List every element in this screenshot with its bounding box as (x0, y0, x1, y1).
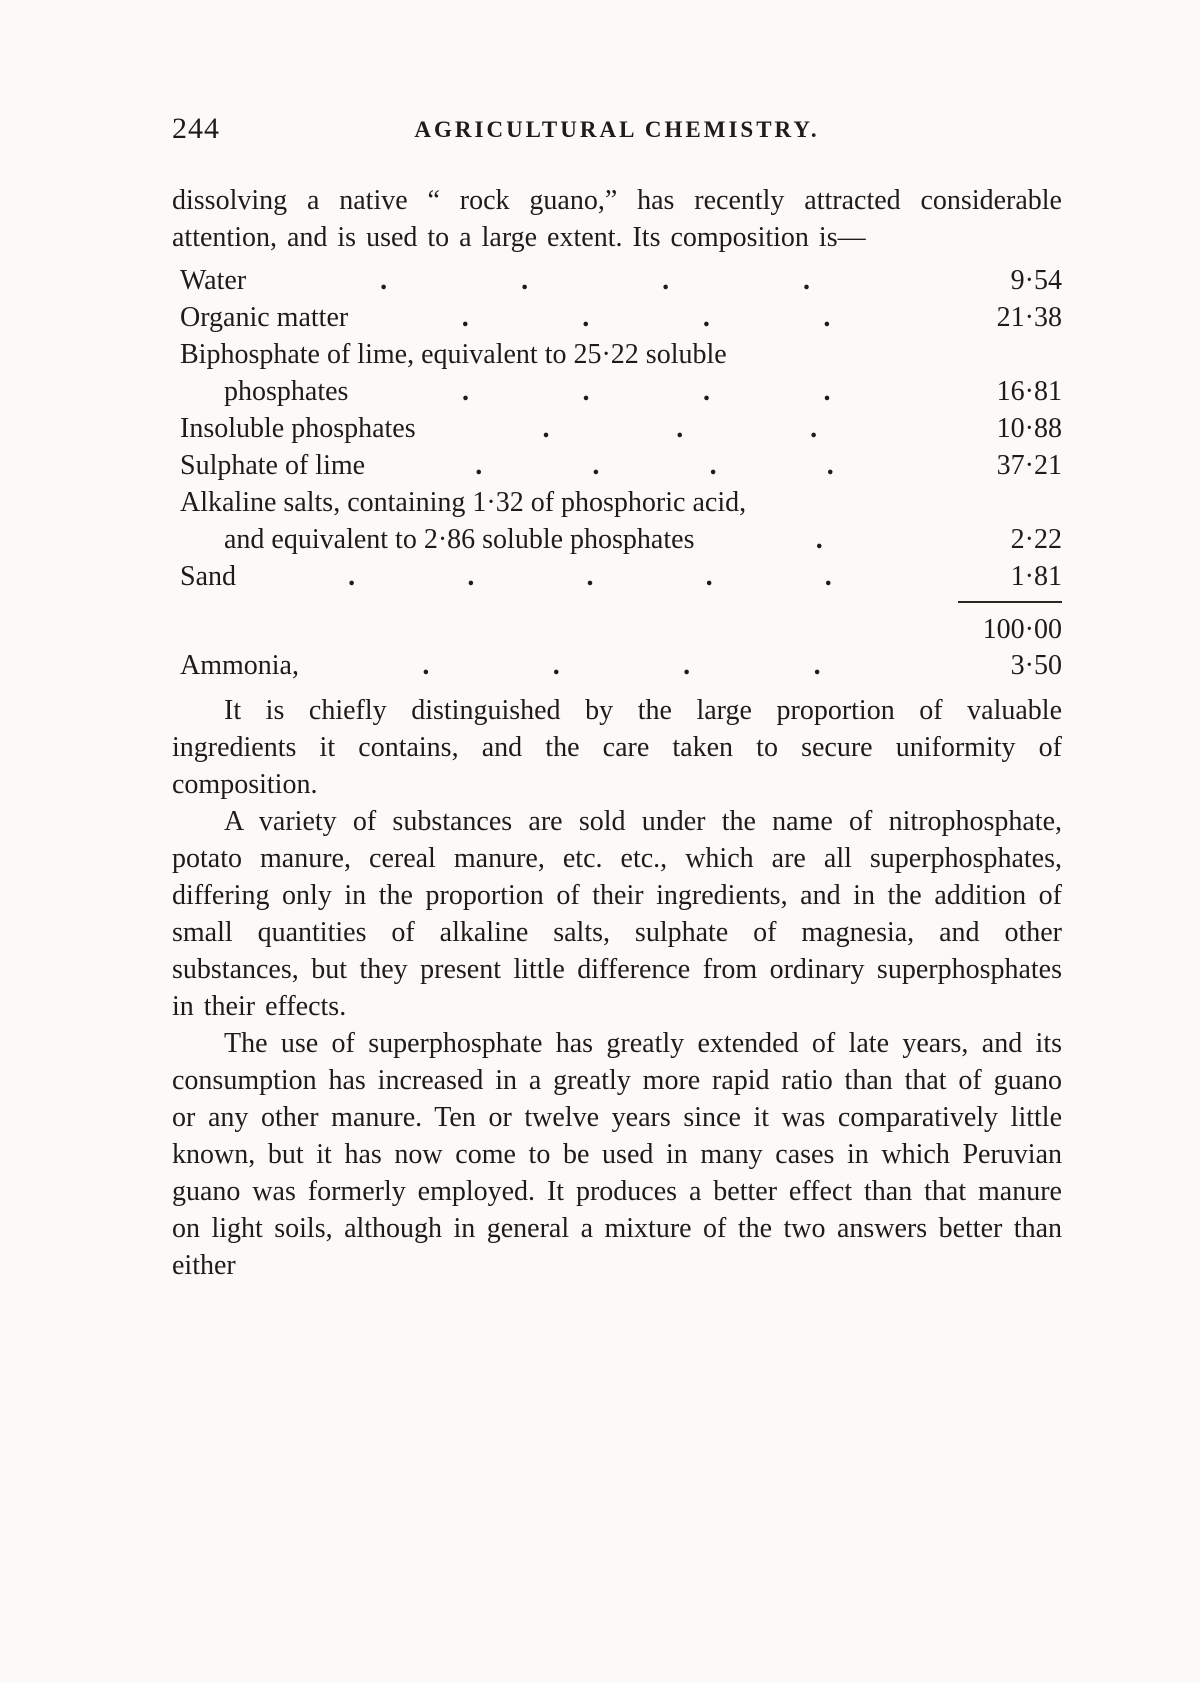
dot-leader: . . . . . (348, 561, 832, 592)
composition-value: 2·22 (1010, 524, 1062, 555)
composition-label: Sand (180, 561, 236, 592)
composition-value: 10·88 (996, 413, 1062, 444)
dot-leader: . . . (542, 413, 818, 444)
composition-label: Insoluble phosphates (180, 413, 416, 444)
composition-value: 37·21 (996, 450, 1062, 481)
composition-label: Ammonia, (180, 650, 299, 681)
body-paragraphs (172, 692, 1062, 1284)
composition-label: Alkaline salts, containing 1·32 of phosphoric acid, (180, 487, 747, 518)
composition-value: 16·81 (996, 376, 1062, 407)
composition-row (172, 410, 1062, 447)
total-value: 100·00 (982, 614, 1062, 645)
dot-leader: . . . . (380, 265, 811, 296)
dot-leader: . . . . (461, 302, 831, 333)
dot-leader: . . . . (475, 450, 834, 481)
composition-label: Organic matter (180, 302, 349, 333)
ammonia-row-container (172, 647, 1062, 684)
composition-value: 1·81 (1010, 561, 1062, 592)
composition-label: and equivalent to 2·86 soluble phosphates (224, 524, 695, 555)
composition-row (172, 262, 1062, 299)
composition-row (172, 447, 1062, 484)
composition-row (172, 373, 1062, 410)
composition-table (172, 262, 1062, 595)
paragraph: A variety of substances are sold under the name of nitrophosphate, potato manure, cereal manure, etc. etc., which are all superphosphates, differing only in the proportion of their ingredients, and in the addition of small quantities of alkaline salts, sulphate of magnesia, and other substances, but they present little difference from ordinary superphosphates in their effects. (172, 806, 1062, 1022)
page-number: 244 (172, 112, 220, 145)
composition-row (172, 558, 1062, 595)
intro-paragraph: dissolving a native “ rock guano,” has recently attracted considerable attention, and is used to a large extent. Its composition is— (172, 185, 1062, 253)
total-rule (958, 601, 1062, 603)
total-block (172, 601, 1062, 647)
dot-leader: . . . . (422, 650, 821, 681)
paragraph: The use of superphosphate has greatly extended of late years, and its consumption has increased in a greatly more rapid ratio than that of guano or any other manure. Ten or twelve years since it was comparatively little known, but it has now come to be used in many cases in which Peruvian guano was formerly employed. It produces a better effect than that manure on light soils, although in general a mixture of the two answers better than either (172, 1028, 1062, 1281)
composition-row (172, 336, 1062, 373)
composition-label: Biphosphate of lime, equivalent to 25·22 soluble (180, 339, 727, 370)
composition-label: phosphates (224, 376, 349, 407)
composition-row (172, 484, 1062, 521)
composition-value: 3·50 (1010, 650, 1062, 681)
composition-row (172, 299, 1062, 336)
running-title: AGRICULTURAL CHEMISTRY. (414, 117, 820, 142)
composition-row (172, 521, 1062, 558)
composition-label: Water (180, 265, 247, 296)
dot-leader: . . . . (461, 376, 831, 407)
composition-value: 21·38 (996, 302, 1062, 333)
composition-value: 9·54 (1010, 265, 1062, 296)
dot-leader: . (815, 524, 823, 555)
page-header (172, 112, 1062, 154)
paragraph: It is chiefly distinguished by the large proportion of valuable ingredients it contains, and the care taken to secure uniformity of composition. (172, 695, 1062, 800)
composition-row (172, 647, 1062, 684)
composition-label: Sulphate of lime (180, 450, 366, 481)
